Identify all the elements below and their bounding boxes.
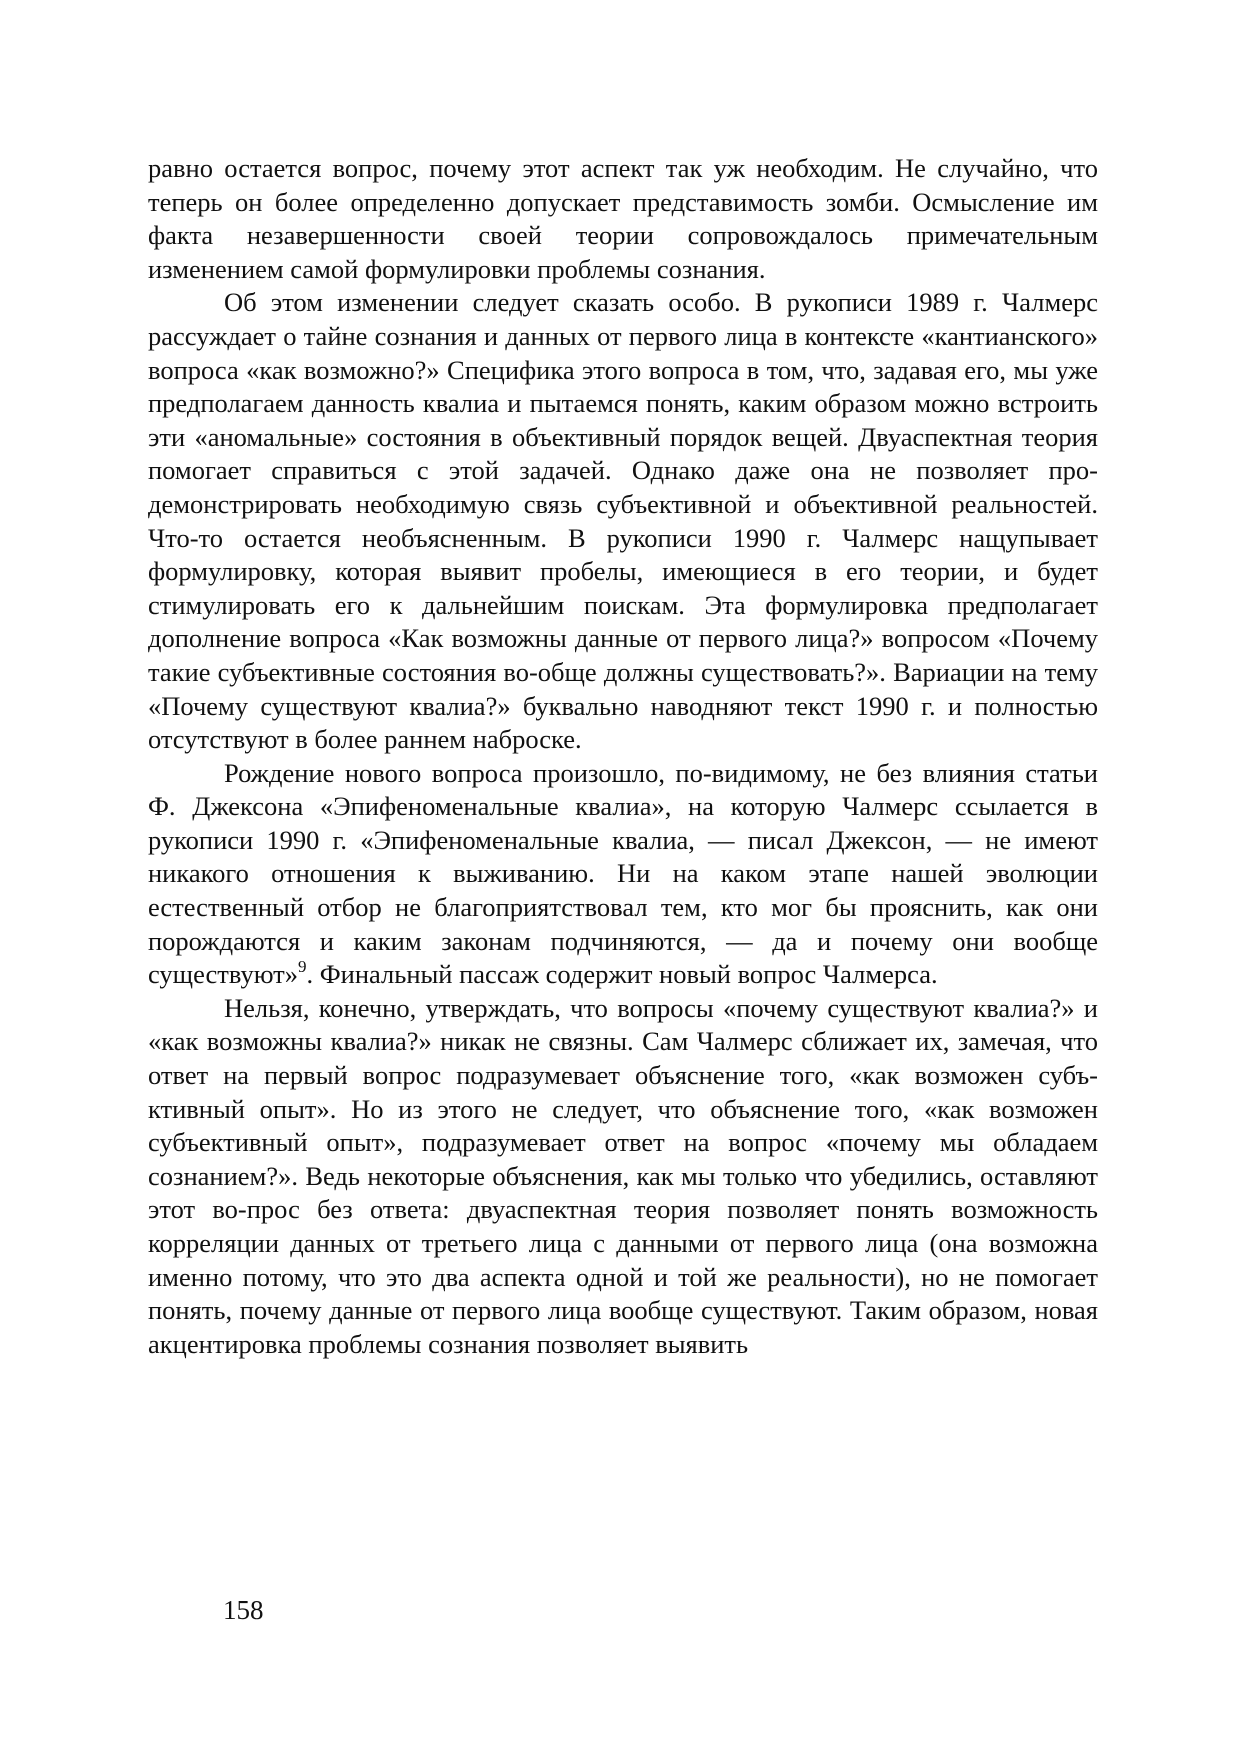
paragraph-3 xyxy=(148,757,1098,992)
paragraph-3-text-before: Рождение нового вопроса произошло, по-видимому, не без влияния статьи Ф. Джексона «Эпифеноменальные квалиа», на которую Чалмерс ссылается в рукописи 1990 г. «Эпифеноменальные квалиа, — писал Джексон, — не имеют никакого отношения к выживанию. Ни на каком этапе нашей эволюции естественный отбор не благоприятствовал тем, кто мог бы прояснить, как они порождаются и каким законам подчиняются, — да и почему они вообще существуют» xyxy=(148,757,1098,990)
paragraph-1: равно остается вопрос, почему этот аспект так уж необходим. Не случайно, что теперь он более определенно допускает представимость зомби. Осмысление им факта незавершенности своей теории сопровождалось примечательным изменением самой формулировки проблемы сознания. xyxy=(148,153,1098,284)
footnote-marker[interactable]: 9 xyxy=(297,957,307,977)
page-number: 158 xyxy=(223,1595,264,1625)
paragraph-4: Нельзя, конечно, утверждать, что вопросы «почему существуют квалиа?» и «как возможны квалиа?» никак не связны. Сам Чалмерс сближает их, замечая, что ответ на первый вопрос подразумевает объяснение того, «как возможен субъ-ктивный опыт». Но из этого не следует, что объяснение того, «как возможен субъективный опыт», подразумевает ответ на вопрос «почему мы обладаем сознанием?». Ведь некоторые объяснения, как мы только что убедились, оставляют этот во-прос без ответа: двуаспектная теория позволяет понять возможность корреляции данных от третьего лица с данными от первого лица (она возможна именно потому, что это два аспекта одной и той же реальности), но не помогает понять, почему данные от первого лица вообще существуют. Таким образом, новая акцентировка проблемы сознания позволяет выявить xyxy=(148,992,1098,1359)
paragraph-2: Об этом изменении следует сказать особо. В рукописи 1989 г. Чалмерс рассуждает о тайне сознания и данных от первого лица в контексте «кантианского» вопроса «как возможно?» Специфика этого вопроса в том, что, задавая его, мы уже предполагаем данность квалиа и пытаемся понять, каким образом можно встроить эти «аномальные» состояния в объективный порядок вещей. Двуаспектная теория помогает справиться с этой задачей. Однако даже она не позволяет про-демонстрировать необходимую связь субъективной и объективной реальностей. Что-то остается необъясненным. В рукописи 1990 г. Чалмерс нащупывает формулировку, которая выявит пробелы, имеющиеся в его теории, и будет стимулировать его к дальнейшим поискам. Эта формулировка предполагает дополнение вопроса «Как возможны данные от первого лица?» вопросом «Почему такие субъективные состояния во-обще должны существовать?». Вариации на тему «Почему существуют квалиа?» буквально наводняют текст 1990 г. и полностью отсутствуют в более раннем наброске. xyxy=(148,287,1098,755)
paragraph-3-text-after: . Финальный пассаж содержит новый вопрос Чалмерса. xyxy=(306,959,938,990)
page-body xyxy=(148,152,1098,1361)
